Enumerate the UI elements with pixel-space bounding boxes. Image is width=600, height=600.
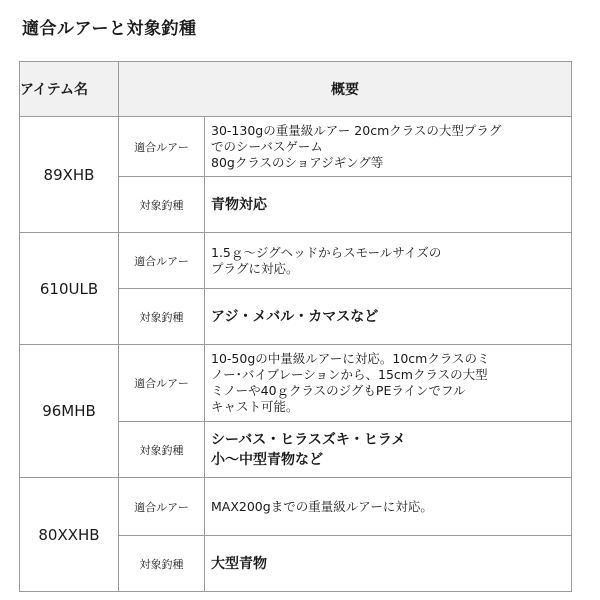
table-row xyxy=(20,345,572,422)
lure-label: 適合ルアー xyxy=(119,233,205,289)
text-line: キャスト可能。 xyxy=(211,399,299,414)
table-header-row xyxy=(20,62,572,117)
lure-description xyxy=(205,478,572,536)
target-description xyxy=(205,422,572,478)
text-line: プラグに対応。 xyxy=(211,260,299,276)
header-item-name: アイテム名 xyxy=(20,62,119,117)
text-line: でのシーバスゲーム xyxy=(211,138,323,154)
item-name: 80XXHB xyxy=(20,478,119,592)
header-summary: 概要 xyxy=(119,62,572,117)
spec-table xyxy=(19,61,572,592)
lure-description xyxy=(205,345,572,422)
text-line: 30-130gの重量級ルアー 20cmクラスの大型プラグ xyxy=(211,122,502,138)
target-label: 対象釣種 xyxy=(119,536,205,592)
table-row xyxy=(20,478,572,536)
target-label: 対象釣種 xyxy=(119,177,205,233)
item-name: 96MHB xyxy=(20,345,119,478)
lure-description xyxy=(205,117,572,177)
text-line: 80gクラスのショアジギング等 xyxy=(211,154,384,170)
item-name: 89XHB xyxy=(20,117,119,233)
text-line: MAX200gまでの重量級ルアーに対応。 xyxy=(211,498,433,514)
table-row xyxy=(20,233,572,289)
lure-label: 適合ルアー xyxy=(119,345,205,422)
text-line: ノー･バイブレーションから、15cmクラスの大型 xyxy=(211,367,488,382)
table-row xyxy=(20,117,572,177)
text-line: 小～中型青物など xyxy=(211,451,323,468)
text-line: 1.5ｇ～ジグヘッドからスモールサイズの xyxy=(211,244,442,260)
target-description xyxy=(205,289,572,345)
text-line: アジ・メバル・カマスなど xyxy=(211,308,379,325)
text-line: ミノーや40ｇクラスのジグもPEラインでフル xyxy=(211,383,466,398)
lure-label: 適合ルアー xyxy=(119,478,205,536)
target-description xyxy=(205,177,572,233)
item-name: 610ULB xyxy=(20,233,119,345)
text-line: シーバス・ヒラスズキ・ヒラメ xyxy=(211,431,406,448)
page-title: 適合ルアーと対象釣種 xyxy=(22,19,197,39)
target-label: 対象釣種 xyxy=(119,422,205,478)
text-line: 大型青物 xyxy=(211,555,267,572)
text-line: 青物対応 xyxy=(211,196,267,213)
lure-description xyxy=(205,233,572,289)
target-description xyxy=(205,536,572,592)
lure-label: 適合ルアー xyxy=(119,117,205,177)
text-line: 10-50gの中量級ルアーに対応。10cmクラスのミ xyxy=(211,351,490,366)
target-label: 対象釣種 xyxy=(119,289,205,345)
